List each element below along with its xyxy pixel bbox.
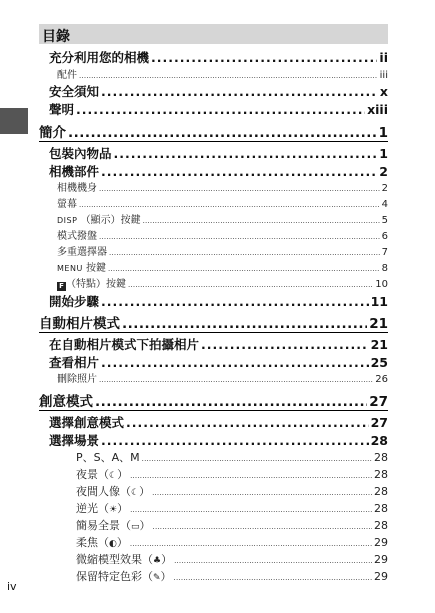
feature-button-icon: F — [57, 282, 66, 291]
toc-entry[interactable]: F （特點）按鍵 ..... 10 — [57, 275, 388, 291]
disp-button-label: DISP — [57, 216, 78, 225]
toc-entry[interactable]: 選擇場景 ..... 28 — [49, 431, 388, 449]
toc-chapter[interactable]: 創意模式 ..... 27 — [39, 390, 388, 411]
toc-chapter[interactable]: 自動相片模式 ..... 21 — [39, 312, 388, 333]
toc-entry[interactable]: 模式撥盤 ..... 6 — [57, 227, 388, 242]
menu-button-label: MENU — [57, 264, 83, 273]
toc-entry[interactable]: 逆光（☀） ..... 28 — [76, 500, 388, 516]
toc-entry[interactable]: 螢幕 ..... 4 — [57, 195, 388, 210]
soft-focus-icon: ◐ — [109, 539, 117, 549]
toc-entry[interactable]: 包裝內物品 ..... 1 — [49, 144, 388, 162]
easy-panorama-icon: ▭ — [131, 522, 140, 532]
toc-header — [39, 24, 388, 44]
toc-entry[interactable]: 充分利用您的相機 ..... ii — [49, 48, 388, 66]
toc-entry[interactable]: MENU 按鍵 ..... 8 — [57, 259, 388, 274]
section-tab-marker — [0, 108, 28, 134]
selective-color-icon: ✎ — [153, 573, 161, 583]
toc-chapter[interactable]: 簡介 ..... 1 — [39, 121, 388, 142]
toc-entry[interactable]: 保留特定色彩（✎） ..... 29 — [76, 568, 388, 584]
toc-entry[interactable]: 多重選擇器 ..... 7 — [57, 243, 388, 258]
toc-entry[interactable]: 簡易全景（▭） ..... 28 — [76, 517, 388, 533]
night-landscape-icon: ☾ — [109, 471, 118, 481]
miniature-effect-icon: ♣ — [153, 556, 162, 566]
toc-entry[interactable]: 夜景（☾） ..... 28 — [76, 466, 388, 482]
toc-entry[interactable]: 微縮模型效果（♣） ..... 29 — [76, 551, 388, 567]
toc-entry[interactable]: 配件 ..... iii — [57, 66, 388, 81]
toc-entry[interactable]: 聲明 ..... xiii — [49, 100, 388, 118]
page-number: iv — [7, 580, 17, 593]
toc-entry[interactable]: 相機部件 ..... 2 — [49, 162, 388, 180]
night-portrait-icon: ☾ — [131, 488, 140, 498]
toc-entry[interactable]: 在自動相片模式下拍攝相片 ..... 21 — [49, 335, 388, 353]
toc-title: 目錄 — [42, 29, 70, 45]
toc-entry[interactable]: DISP （顯示）按鍵 ..... 5 — [57, 211, 388, 226]
toc-entry[interactable]: 安全須知 ..... x — [49, 82, 388, 100]
toc-entry[interactable]: 刪除照片 ..... 26 — [57, 370, 388, 385]
toc-entry[interactable]: 柔焦（◐） ..... 29 — [76, 534, 388, 550]
toc-entry[interactable]: P、S、A、M ..... 28 — [76, 449, 388, 465]
toc-entry[interactable]: 相機機身 ..... 2 — [57, 179, 388, 194]
toc-entry[interactable]: 夜間人像（☾） ..... 28 — [76, 483, 388, 499]
toc-entry[interactable]: 查看相片 ..... 25 — [49, 353, 388, 371]
toc-entry[interactable]: 選擇創意模式 ..... 27 — [49, 413, 388, 431]
toc-entry[interactable]: 開始步驟 ..... 11 — [49, 292, 388, 310]
backlighting-icon: ☀ — [109, 505, 118, 515]
